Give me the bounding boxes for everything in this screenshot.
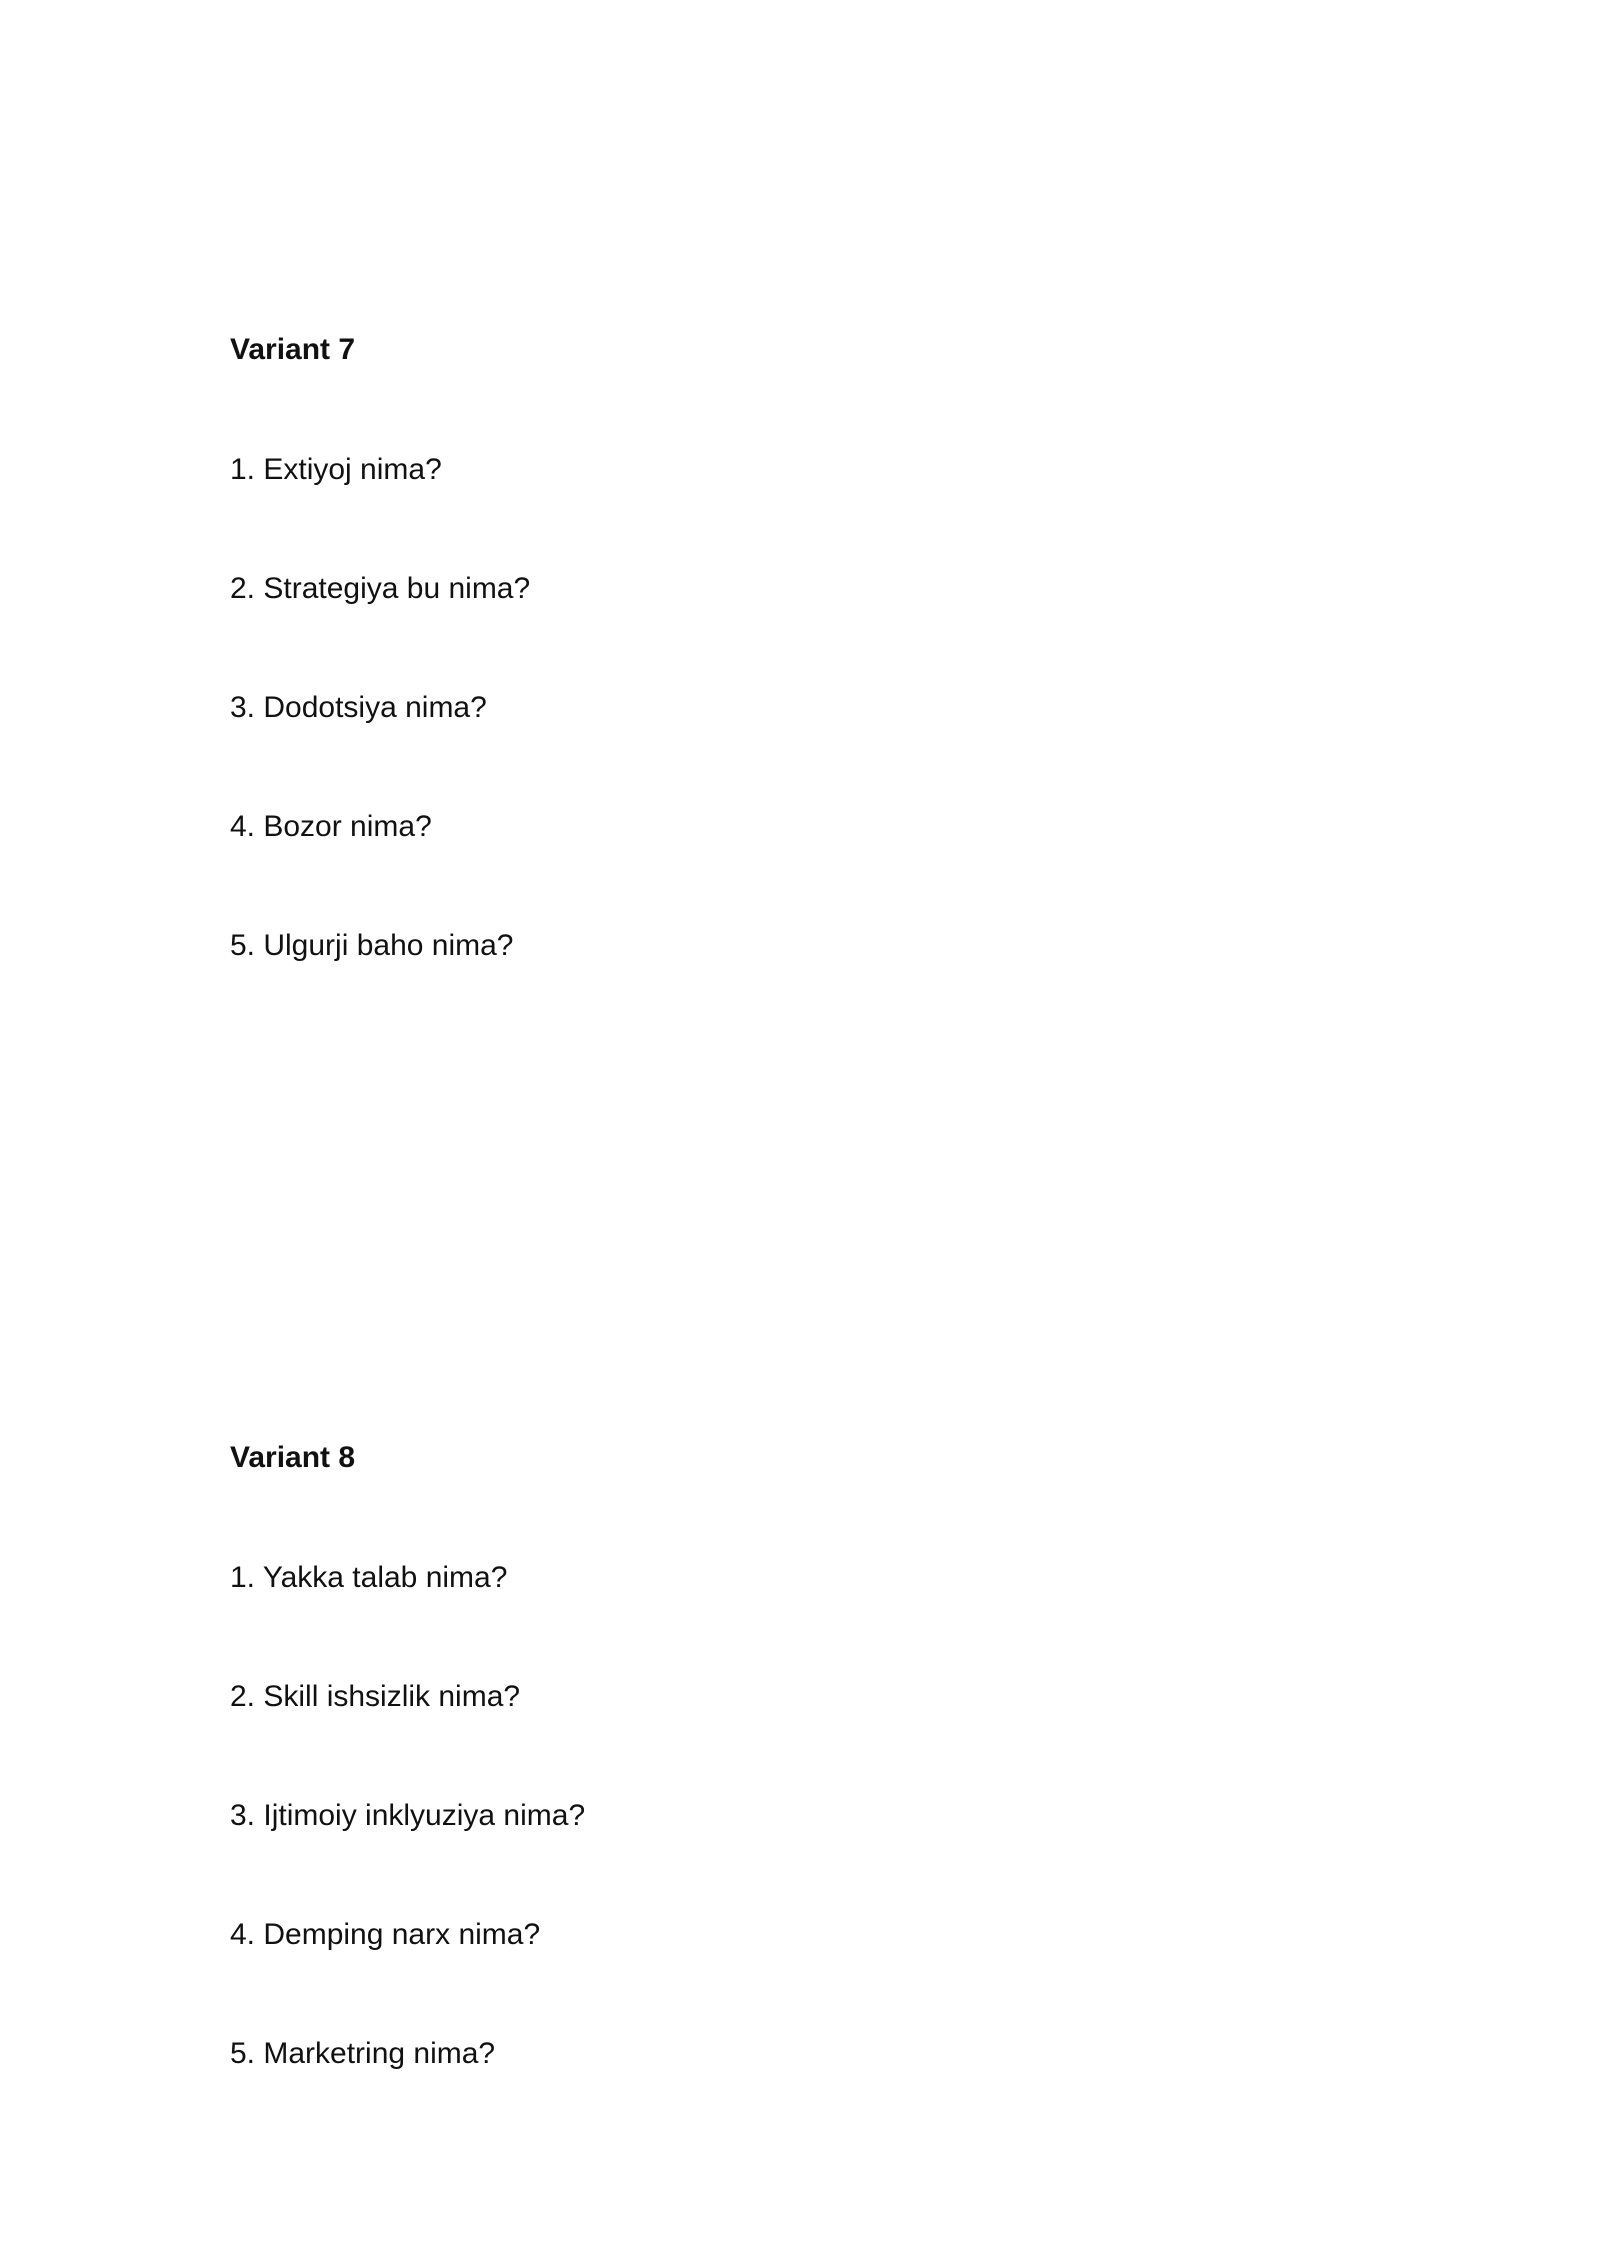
question-item: 5. Marketring nima? (230, 2037, 496, 2070)
question-item: 3. Ijtimoiy inklyuziya nima? (230, 1799, 586, 1832)
question-item: 2. Skill ishsizlik nima? (230, 1680, 521, 1713)
variant-title: Variant 7 (230, 333, 356, 366)
question-item: 2. Strategiya bu nima? (230, 572, 531, 605)
question-item: 4. Bozor nima? (230, 810, 432, 843)
question-item: 1. Yakka talab nima? (230, 1561, 508, 1594)
question-item: 1. Extiyoj nima? (230, 453, 442, 486)
variant-title: Variant 8 (230, 1441, 356, 1474)
question-list (230, 450, 1430, 966)
question-list (230, 1558, 1430, 2074)
question-item: 3. Dodotsiya nima? (230, 691, 487, 724)
variant-section-8 (230, 1438, 1430, 2074)
question-item: 4. Demping narx nima? (230, 1918, 541, 1951)
question-item: 5. Ulgurji baho nima? (230, 929, 514, 962)
variant-section-7 (230, 330, 1430, 966)
